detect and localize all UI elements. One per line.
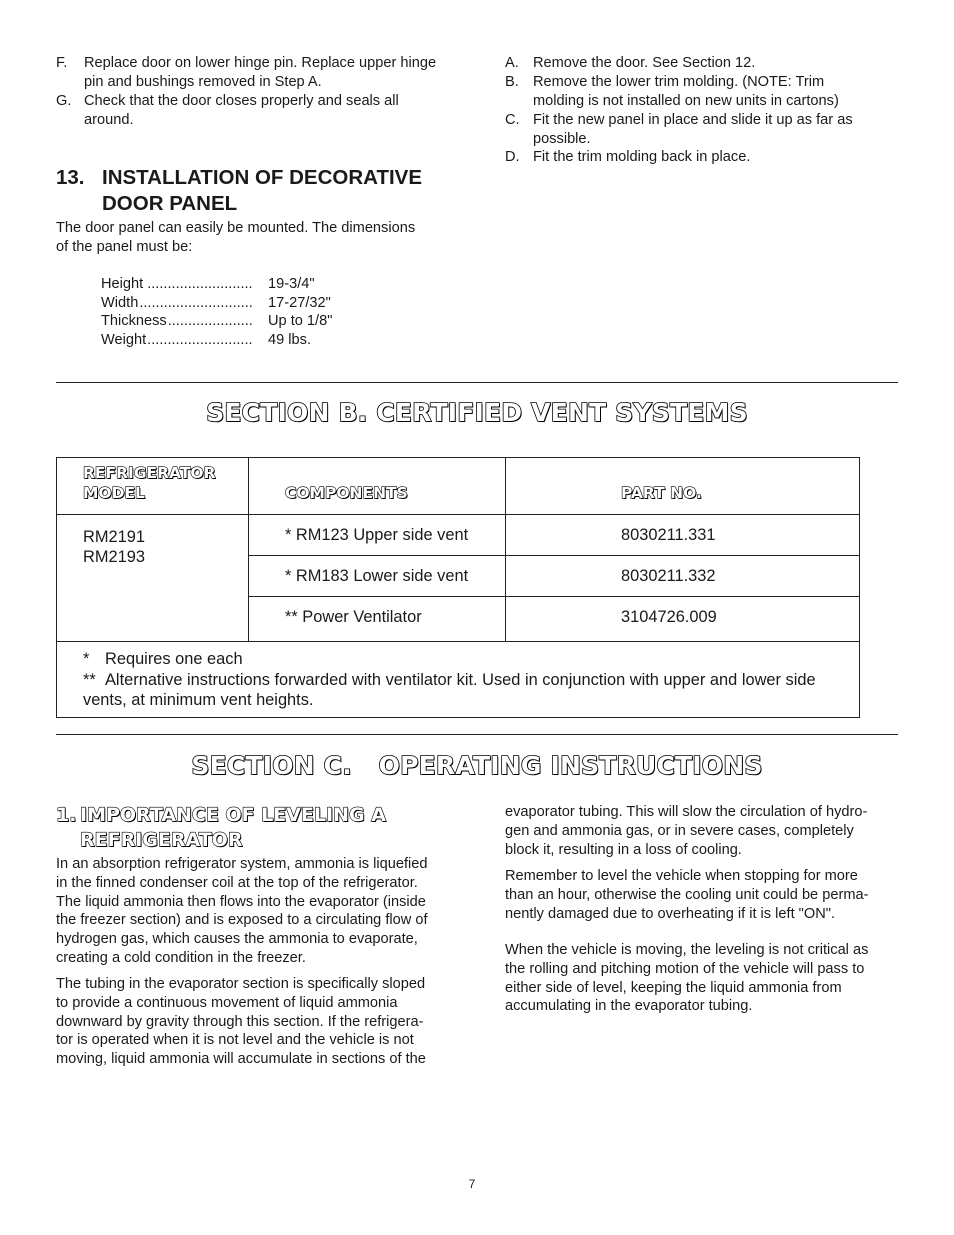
dimension-leader: .......................... — [147, 276, 253, 292]
text-line: to provide a continuous movement of liquid ammonia — [56, 994, 398, 1011]
dimension-leader: ..................... — [167, 313, 253, 330]
text-line: block it, resulting in a loss of cooling. — [505, 841, 742, 858]
intro-line: The door panel can easily be mounted. The dimensions — [56, 220, 416, 236]
table-header-row — [57, 458, 860, 515]
text-line: accumulating in the evaporator tubing. — [505, 998, 753, 1015]
dimension-label: Width — [101, 294, 139, 311]
text-line: evaporator tubing. This will slow the circulation of hydro- — [505, 804, 868, 820]
left-paragraph-2 — [56, 975, 451, 1069]
text-line: creating a cold condition in the freezer. — [56, 949, 306, 966]
step-line: Replace door on lower hinge pin. Replace upper hinge — [84, 55, 437, 71]
subheading-title-line: REFRIGERATOR — [80, 829, 243, 851]
section-13-title-line: DOOR PANEL — [102, 192, 238, 215]
step-line: Fit the new panel in place and slide it up as far as — [533, 112, 853, 128]
model-cell — [57, 515, 249, 642]
part-number: 8030211.332 — [621, 567, 716, 585]
step-line: around. — [84, 111, 134, 128]
step-letter: A. — [505, 55, 519, 71]
right-paragraph-3 — [505, 941, 900, 1016]
header-part: PART NO. — [621, 484, 702, 502]
text-line: gen and ammonia gas, or in severe cases, completely — [505, 822, 854, 839]
page-number: 7 — [468, 1177, 476, 1191]
step-line: Remove the lower trim molding. (NOTE: Trim — [533, 74, 825, 90]
component-cell — [249, 556, 506, 597]
note-mark: * — [83, 650, 90, 668]
step-line: molding is not installed on new units in cartons) — [533, 92, 839, 109]
header-model-cell — [57, 458, 249, 515]
left-paragraph-1 — [56, 855, 451, 968]
text-line: moving, liquid ammonia will accumulate in sections of the — [56, 1051, 426, 1068]
section-b-title: SECTION B. CERTIFIED VENT SYSTEMS — [206, 398, 748, 427]
section-13-title-line: INSTALLATION OF DECORATIVE — [102, 166, 423, 189]
part-cell — [506, 556, 860, 597]
text-line: In an absorption refrigerator system, ammonia is liquefied — [56, 856, 428, 872]
section-13-intro — [56, 219, 476, 256]
step-text — [84, 92, 399, 129]
notes-cell — [57, 642, 860, 718]
text-line: tor is operated when it is not level and the vehicle is not — [56, 1032, 414, 1049]
step-line: possible. — [533, 130, 591, 147]
part-cell — [506, 515, 860, 556]
model-name: RM2191 — [83, 528, 145, 546]
dimension-label: Weight — [101, 331, 147, 348]
dimension-leader: ............................ — [139, 294, 253, 311]
step-letter: F. — [56, 55, 68, 71]
text-line: hydrogen gas, which causes the ammonia to evaporate, — [56, 931, 418, 948]
text-line: The tubing in the evaporator section is specifically sloped — [56, 976, 426, 992]
component-cell — [249, 597, 506, 642]
step-text — [533, 148, 750, 167]
dimension-value: 49 lbs. — [268, 331, 311, 348]
text-line: nently damaged due to overheating if it is left "ON". — [505, 905, 835, 922]
text-line: the freezer section) and is exposed to a circulating flow of — [56, 912, 428, 929]
part-number: 3104726.009 — [621, 608, 717, 626]
dimension-leader: .......................... — [147, 331, 253, 348]
section-13-title — [102, 165, 422, 217]
part-cell — [506, 597, 860, 642]
text-line: in the finned condenser coil at the top of the refrigerator. — [56, 874, 418, 891]
dimension-value: 19-3/4" — [268, 276, 315, 292]
text-line: the rolling and pitching motion of the vehicle will pass to — [505, 960, 865, 977]
step-letter: B. — [505, 74, 519, 90]
step-letter: G. — [56, 93, 72, 109]
dimension-row-height — [101, 275, 351, 294]
part-number: 8030211.331 — [621, 526, 716, 544]
dimension-row-width — [101, 294, 351, 313]
subheading-title — [80, 803, 386, 853]
text-line: either side of level, keeping the liquid ammonia from — [505, 979, 842, 996]
component-cell — [249, 515, 506, 556]
header-model-line: MODEL — [83, 484, 145, 502]
header-components: COMPONENTS — [285, 484, 408, 502]
text-line: The liquid ammonia then flows into the evaporator (inside — [56, 893, 426, 910]
step-letter: C. — [505, 112, 520, 128]
dimension-value: 17-27/32" — [268, 294, 331, 311]
table-notes-row — [57, 642, 860, 718]
dimension-label: Height — [101, 276, 144, 292]
note-text: Alternative instructions forwarded with ventilator kit. Used in conjunction with upper and lower side — [105, 670, 816, 689]
note-text: Requires one each — [105, 650, 243, 668]
component-name: * RM183 Lower side vent — [285, 567, 469, 585]
dimension-row-thickness — [101, 312, 351, 331]
model-name: RM2193 — [83, 548, 145, 566]
step-text — [533, 54, 755, 73]
text-line: than an hour, otherwise the cooling unit could be perma- — [505, 886, 869, 903]
note-mark: ** — [83, 670, 96, 689]
dimension-row-weight — [101, 331, 351, 350]
subheading-title-line: IMPORTANCE OF LEVELING A — [80, 804, 386, 826]
step-line: pin and bushings removed in Step A. — [84, 73, 322, 90]
component-name: * RM123 Upper side vent — [285, 526, 469, 544]
right-paragraph-2 — [505, 867, 900, 923]
header-part-cell — [506, 458, 860, 515]
component-name: ** Power Ventilator — [285, 608, 422, 626]
step-letter: D. — [505, 149, 520, 165]
step-line: Check that the door closes properly and seals all — [84, 93, 399, 109]
text-line: When the vehicle is moving, the leveling is not critical as — [505, 942, 869, 958]
right-paragraph-1 — [505, 803, 900, 859]
text-line: Remember to level the vehicle when stopping for more — [505, 868, 858, 884]
dimension-value: Up to 1/8" — [268, 313, 333, 330]
table-row — [57, 515, 860, 556]
text-line: downward by gravity through this section. If the refrigera- — [56, 1013, 424, 1030]
header-components-cell — [249, 458, 506, 515]
divider-rule — [56, 382, 898, 383]
section-13-number: 13. — [56, 166, 85, 189]
vent-systems-table — [56, 457, 860, 718]
dimension-list — [101, 275, 351, 349]
step-line: Fit the trim molding back in place. — [533, 149, 751, 165]
note-1 — [83, 649, 849, 670]
header-model-line: REFRIGERATOR — [83, 464, 216, 482]
divider-rule — [56, 734, 898, 735]
step-line: Remove the door. See Section 12. — [533, 55, 756, 71]
dimension-label: Thickness — [101, 313, 167, 330]
step-text — [533, 73, 839, 110]
step-text — [533, 111, 853, 148]
note-text: vents, at minimum vent heights. — [83, 691, 314, 709]
intro-line: of the panel must be: — [56, 238, 193, 255]
step-text — [84, 54, 436, 91]
section-c-title: SECTION C. OPERATING INSTRUCTIONS — [191, 751, 763, 780]
note-2 — [83, 670, 849, 691]
subheading-number: 1. — [56, 804, 77, 826]
